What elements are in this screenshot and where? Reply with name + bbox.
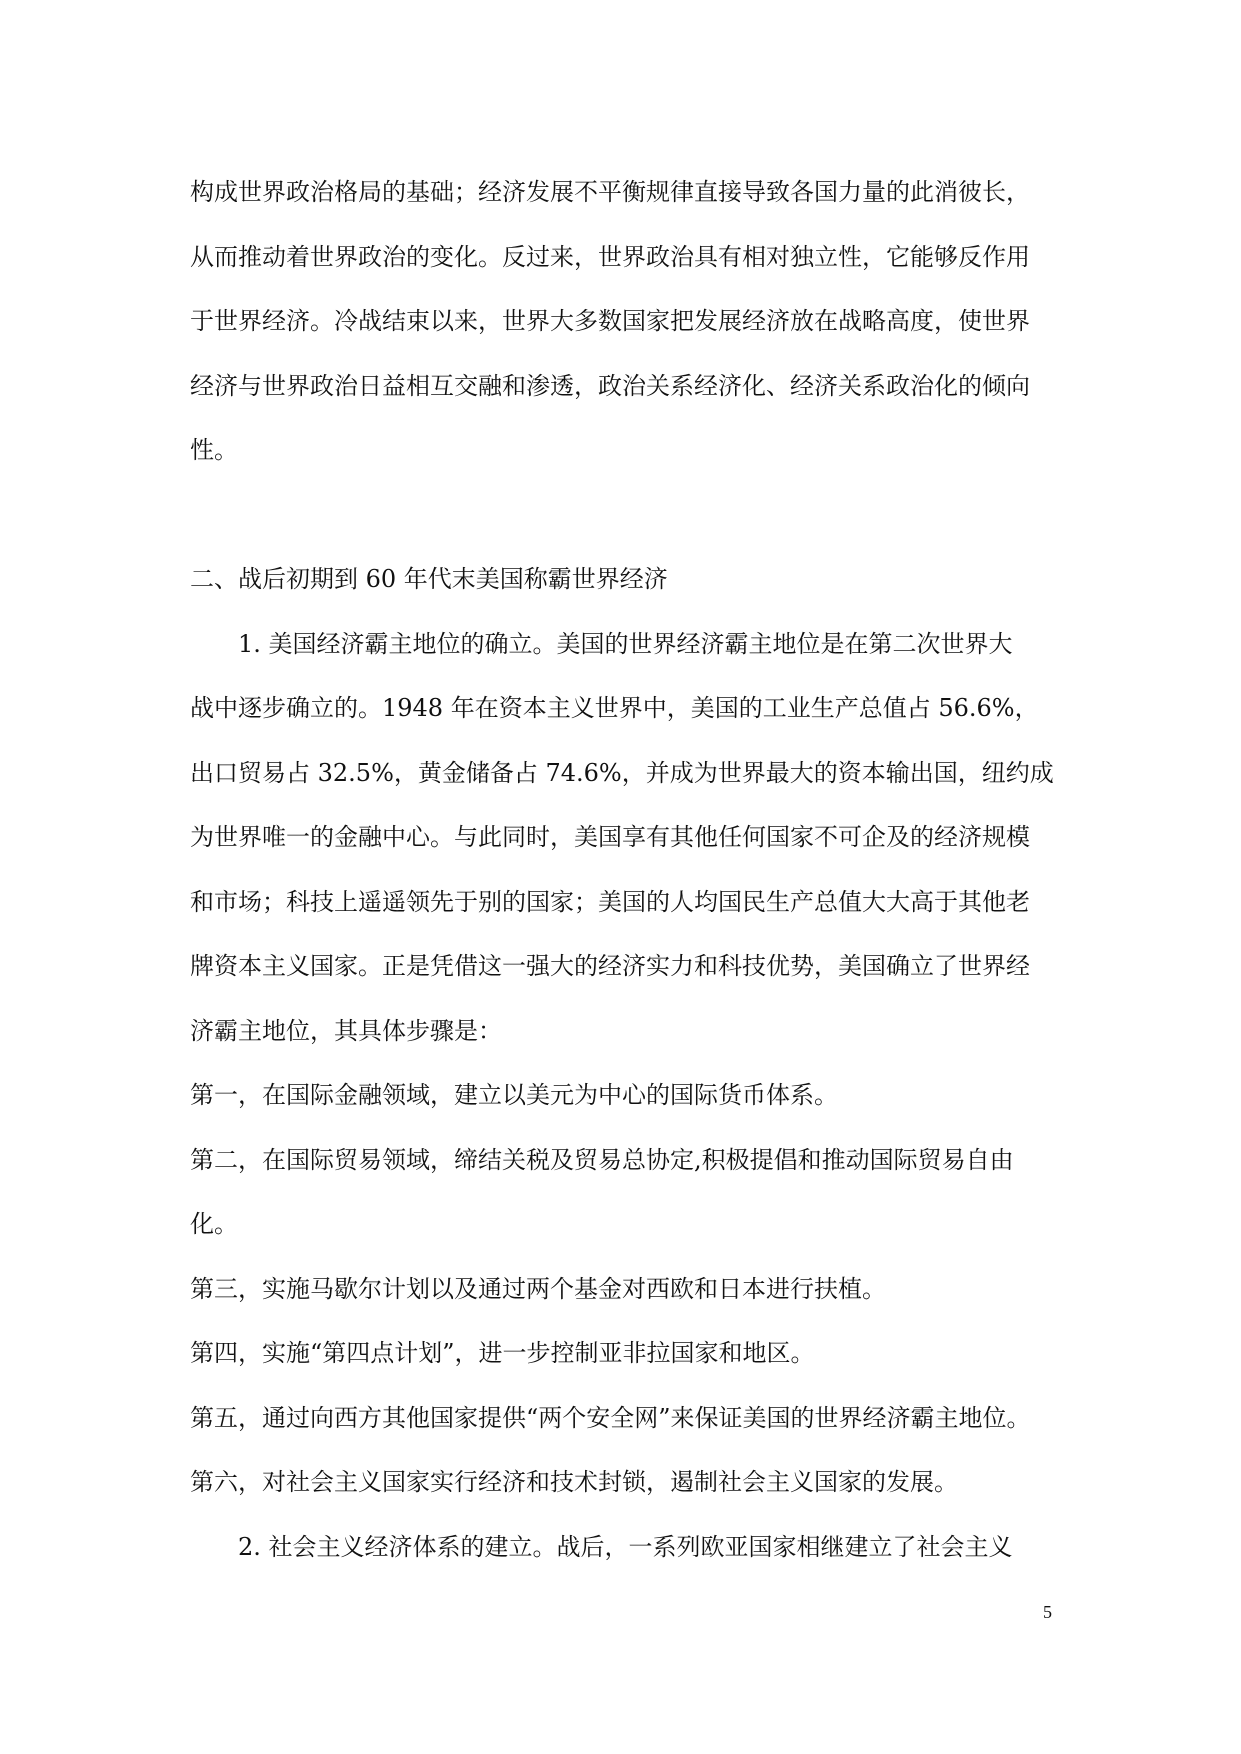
list-item: 第五，通过向西方其他国家提供“两个安全网”来保证美国的世界经济霸主地位。 [190,1403,1031,1432]
paragraph-line: 战中逐步确立的。1948 年在资本主义世界中，美国的工业生产总值占 56.6%， [190,694,1039,722]
paragraph-line: 1. 美国经济霸主地位的确立。美国的世界经济霸主地位是在第二次世界大 [238,629,1013,658]
paragraph-line: 于世界经济。冷战结束以来，世界大多数国家把发展经济放在战略高度，使世界 [190,307,1030,335]
list-item-continuation: 化。 [190,1210,238,1238]
list-item: 第四，实施“第四点计划”，进一步控制亚非拉国家和地区。 [190,1339,815,1367]
paragraph-line: 性。 [190,436,238,464]
paragraph-line: 和市场；科技上遥遥领先于别的国家；美国的人均国民生产总值大大高于其他老 [190,887,1030,916]
paragraph-line: 构成世界政治格局的基础；经济发展不平衡规律直接导致各国力量的此消彼长， [190,178,1030,206]
paragraph-line: 为世界唯一的金融中心。与此同时，美国享有其他任何国家不可企及的经济规模 [190,823,1030,851]
paragraph-line: 济霸主地位，其具体步骤是： [190,1016,502,1045]
list-item: 第二，在国际贸易领域，缔结关税及贸易总协定,积极提倡和推动国际贸易自由 [190,1145,1014,1174]
section-gap [190,483,1054,548]
paragraph-line: 出口贸易占 32.5%，黄金储备占 74.6%，并成为世界最大的资本输出国，纽约成 [190,758,1054,787]
page-content [190,160,1054,1579]
list-item: 第三，实施马歇尔计划以及通过两个基金对西欧和日本进行扶植。 [190,1274,886,1303]
paragraph-line: 从而推动着世界政治的变化。反过来，世界政治具有相对独立性，它能够反作用 [190,242,1030,271]
list-item: 第六，对社会主义国家实行经济和技术封锁，遏制社会主义国家的发展。 [190,1468,958,1496]
paragraph-line: 牌资本主义国家。正是凭借这一强大的经济实力和科技优势，美国确立了世界经 [190,952,1030,980]
page-number: 5 [1043,1602,1052,1622]
paragraph-line: 经济与世界政治日益相互交融和渗透，政治关系经济化、经济关系政治化的倾向 [190,371,1030,400]
list-item: 第一，在国际金融领域，建立以美元为中心的国际货币体系。 [190,1081,838,1109]
section-heading: 二、战后初期到 60 年代末美国称霸世界经济 [190,565,668,593]
paragraph-line: 2. 社会主义经济体系的建立。战后，一系列欧亚国家相继建立了社会主义 [238,1532,1013,1561]
